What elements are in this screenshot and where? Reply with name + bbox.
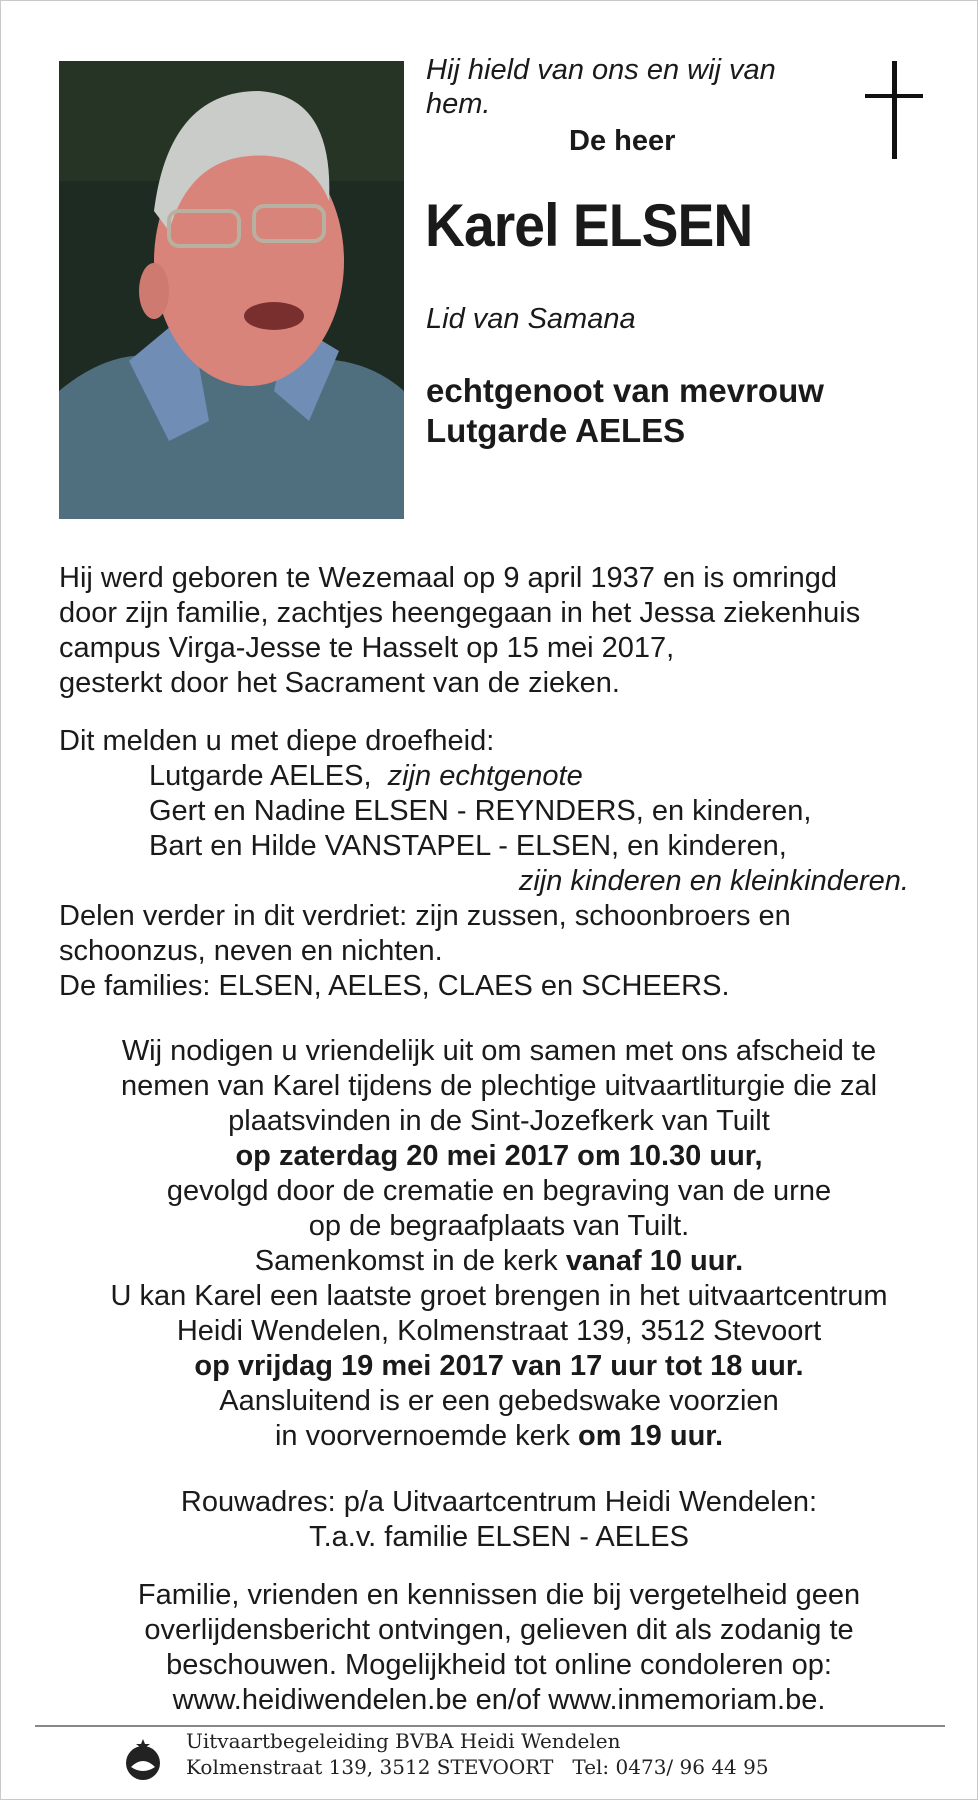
funeral-home-logo-icon [121,1735,165,1783]
gathering-line [59,1244,939,1279]
bio-line: gesterkt door het Sacrament van de zieken. [59,667,620,699]
vigil-text: in voorvernoemde kerk [274,1420,578,1452]
spouse-name: Lutgarde AELES, [149,760,372,792]
membership: Lid van Samana [426,303,636,335]
family-announcement [59,724,939,1004]
invite-line: U kan Karel een laatste groet brengen in het uitvaartcentrum [110,1280,888,1312]
honorific: De heer [569,125,676,157]
funeral-home-info [186,1728,769,1780]
family-member-child: Gert en Nadine ELSEN - REYNDERS, en kinderen, [149,795,812,827]
address-line: T.a.v. familie ELSEN - AELES [309,1521,689,1553]
vigil-line [59,1419,939,1454]
funeral-home-address: Kolmenstraat 139, 3512 STEVOORT Tel: 0473/ 96 44 95 [186,1755,769,1779]
memorial-quote: Hij hield van ons en wij van hem. [426,54,776,120]
condolence-links: www.heidiwendelen.be en/of www.inmemoriam.be. [172,1684,826,1716]
bio-line: door zijn familie, zachtjes heengegaan in het Jessa ziekenhuis [59,597,861,629]
children-role: zijn kinderen en kleinkinderen. [518,865,909,897]
funeral-home-name: Uitvaartbegeleiding BVBA Heidi Wendelen [186,1729,621,1753]
spouse-info [426,371,824,451]
cross-icon [865,61,925,161]
funeral-invitation [59,1034,939,1454]
footer-divider [35,1725,945,1727]
family-member-child: Bart en Hilde VANSTAPEL - ELSEN, en kinderen, [149,830,787,862]
share-line: schoonzus, neven en nichten. [59,935,443,967]
bio-line: Hij werd geboren te Wezemaal op 9 april 1937 en is omringd [59,562,838,594]
bio-line: campus Virga-Jesse te Hasselt op 15 mei 2017, [59,632,675,664]
invite-line: gevolgd door de crematie en begraving van de urne [166,1175,832,1207]
deceased-name: Karel ELSEN [425,192,753,259]
invite-line: plaatsvinden in de Sint-Jozefkerk van Tuilt [228,1105,770,1137]
gathering-text: Samenkomst in de kerk [254,1245,566,1277]
closing-line: overlijdensbericht ontvingen, gelieven dit als zodanig te [144,1614,854,1646]
funeral-date: op zaterdag 20 mei 2017 om 10.30 uur, [235,1140,763,1172]
vigil-time: om 19 uur. [577,1420,724,1452]
invite-line: op de begraafplaats van Tuilt. [308,1210,690,1242]
announce-intro: Dit melden u met diepe droefheid: [59,725,495,757]
family-member-spouse [59,759,939,794]
address-line: Rouwadres: p/a Uitvaartcentrum Heidi Wendelen: [180,1486,818,1518]
portrait-photo [59,61,404,519]
mourning-address [59,1485,939,1555]
invite-line: Heidi Wendelen, Kolmenstraat 139, 3512 Stevoort [176,1315,822,1347]
closing-line: beschouwen. Mogelijkheid tot online condoleren op: [166,1649,832,1681]
spouse-line-2: Lutgarde AELES [426,412,686,449]
invite-line: Aansluitend is er een gebedswake voorzien [219,1385,779,1417]
spouse-role: zijn echtgenote [387,760,583,792]
share-line: Delen verder in dit verdriet: zijn zussen, schoonbroers en [59,900,791,932]
portrait-illustration [59,61,404,519]
spouse-line-1: echtgenoot van mevrouw [426,372,824,409]
closing-line: Familie, vrienden en kennissen die bij vergetelheid geen [137,1579,861,1611]
biography [59,561,939,701]
visitation-date: op vrijdag 19 mei 2017 van 17 uur tot 18 uur. [194,1350,804,1382]
invite-line: nemen van Karel tijdens de plechtige uitvaartliturgie die zal [120,1070,878,1102]
gathering-time: vanaf 10 uur. [565,1245,744,1277]
closing-note [59,1578,939,1718]
families-line: De families: ELSEN, AELES, CLAES en SCHEERS. [59,970,730,1002]
invite-line: Wij nodigen u vriendelijk uit om samen met ons afscheid te [121,1035,877,1067]
